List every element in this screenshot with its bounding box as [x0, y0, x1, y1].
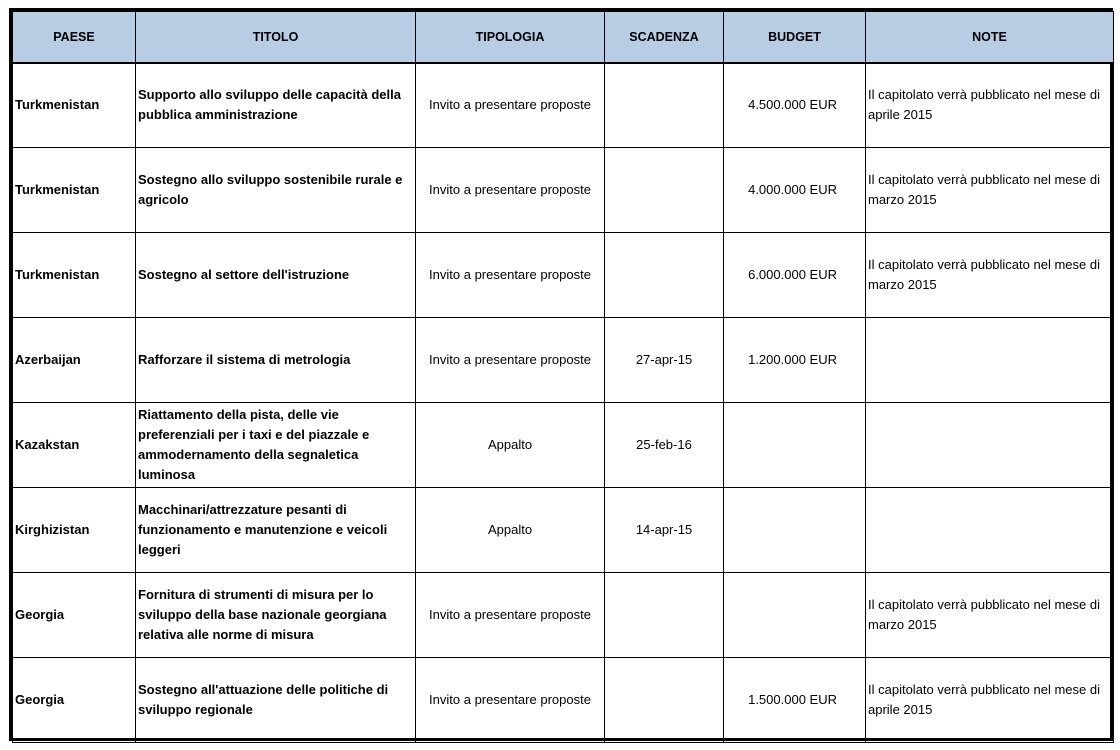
header-scadenza: SCADENZA	[605, 12, 724, 63]
header-titolo: TITOLO	[136, 12, 416, 63]
cell-note: Il capitolato verrà pubblicato nel mese di aprile 2015	[866, 63, 1114, 148]
cell-titolo: Rafforzare il sistema di metrologia	[136, 318, 416, 403]
cell-titolo: Sostegno al settore dell'istruzione	[136, 233, 416, 318]
table-row	[13, 573, 1114, 658]
cell-paese: Turkmenistan	[13, 148, 136, 233]
cell-titolo: Sostegno allo sviluppo sostenibile rurale e agricolo	[136, 148, 416, 233]
header-tipologia: TIPOLOGIA	[416, 12, 605, 63]
cell-scadenza	[605, 148, 724, 233]
cell-scadenza: 14-apr-15	[605, 488, 724, 573]
header-note: NOTE	[866, 12, 1114, 63]
cell-budget	[724, 488, 866, 573]
table-row	[13, 233, 1114, 318]
cell-note: Il capitolato verrà pubblicato nel mese di marzo 2015	[866, 573, 1114, 658]
cell-scadenza	[605, 233, 724, 318]
table-row	[13, 403, 1114, 488]
cell-paese: Kirghizistan	[13, 488, 136, 573]
cell-paese: Turkmenistan	[13, 63, 136, 148]
cell-tipologia: Invito a presentare proposte	[416, 233, 605, 318]
cell-note: Il capitolato verrà pubblicato nel mese di marzo 2015	[866, 233, 1114, 318]
table-row	[13, 318, 1114, 403]
cell-budget: 6.000.000 EUR	[724, 233, 866, 318]
cell-titolo: Supporto allo sviluppo delle capacità della pubblica amministrazione	[136, 63, 416, 148]
cell-tipologia: Appalto	[416, 488, 605, 573]
cell-budget: 4.500.000 EUR	[724, 63, 866, 148]
table-row	[13, 148, 1114, 233]
cell-paese: Georgia	[13, 658, 136, 743]
cell-titolo: Macchinari/attrezzature pesanti di funzionamento e manutenzione e veicoli leggeri	[136, 488, 416, 573]
table-row	[13, 63, 1114, 148]
cell-tipologia: Invito a presentare proposte	[416, 318, 605, 403]
cell-tipologia: Invito a presentare proposte	[416, 63, 605, 148]
cell-scadenza	[605, 573, 724, 658]
cell-paese: Georgia	[13, 573, 136, 658]
cell-budget	[724, 403, 866, 488]
header-paese: PAESE	[13, 12, 136, 63]
cell-budget: 1.500.000 EUR	[724, 658, 866, 743]
cell-scadenza	[605, 658, 724, 743]
cell-tipologia: Invito a presentare proposte	[416, 658, 605, 743]
cell-scadenza: 25-feb-16	[605, 403, 724, 488]
header-row	[13, 12, 1114, 63]
cell-note	[866, 318, 1114, 403]
header-budget: BUDGET	[724, 12, 866, 63]
cell-budget	[724, 573, 866, 658]
cell-titolo: Riattamento della pista, delle vie preferenziali per i taxi e del piazzale e ammodernamento della segnaletica luminosa	[136, 403, 416, 488]
table-row	[13, 658, 1114, 743]
cell-note: Il capitolato verrà pubblicato nel mese di marzo 2015	[866, 148, 1114, 233]
calls-table	[12, 11, 1114, 743]
cell-tipologia: Appalto	[416, 403, 605, 488]
cell-paese: Kazakstan	[13, 403, 136, 488]
cell-tipologia: Invito a presentare proposte	[416, 573, 605, 658]
cell-titolo: Fornitura di strumenti di misura per lo sviluppo della base nazionale georgiana relativa alle norme di misura	[136, 573, 416, 658]
cell-titolo: Sostegno all'attuazione delle politiche di sviluppo regionale	[136, 658, 416, 743]
cell-paese: Azerbaijan	[13, 318, 136, 403]
cell-budget: 4.000.000 EUR	[724, 148, 866, 233]
spreadsheet-table-frame	[9, 8, 1113, 741]
table-row	[13, 488, 1114, 573]
cell-budget: 1.200.000 EUR	[724, 318, 866, 403]
cell-scadenza: 27-apr-15	[605, 318, 724, 403]
cell-tipologia: Invito a presentare proposte	[416, 148, 605, 233]
cell-note: Il capitolato verrà pubblicato nel mese di aprile 2015	[866, 658, 1114, 743]
cell-note	[866, 488, 1114, 573]
cell-paese: Turkmenistan	[13, 233, 136, 318]
cell-scadenza	[605, 63, 724, 148]
cell-note	[866, 403, 1114, 488]
